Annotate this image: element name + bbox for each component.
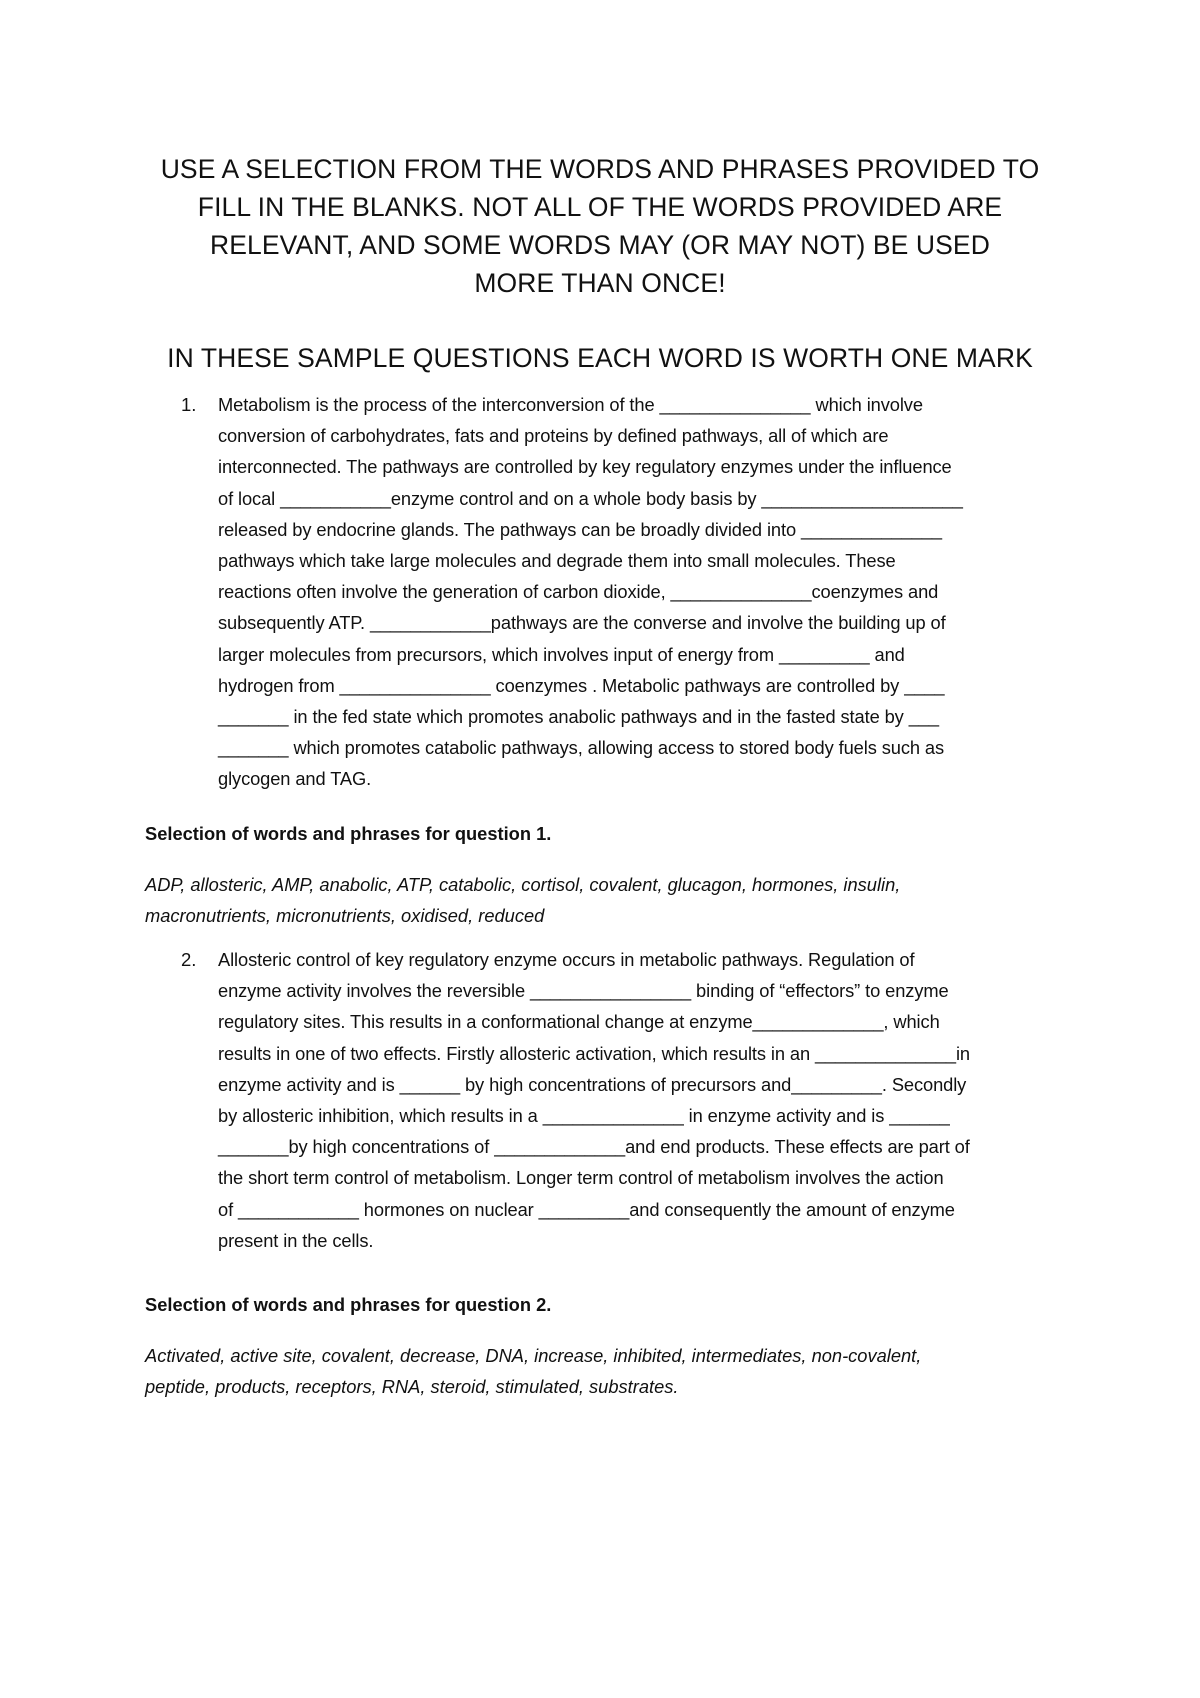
question-2-word-bank <box>145 1340 921 1403</box>
question-1-line: pathways which take large molecules and degrade them into small molecules. These <box>218 550 896 571</box>
question-2-line: of ____________ hormones on nuclear _________and consequently the amount of enzyme <box>218 1198 955 1220</box>
question-1-line: _______ in the fed state which promotes anabolic pathways and in the fasted state by ___ <box>218 706 939 727</box>
question-2-line: results in one of two effects. Firstly allosteric activation, which results in an ______________in <box>218 1042 970 1064</box>
question-1-selection-label: Selection of words and phrases for question 1. <box>145 823 552 844</box>
question-1-line: reactions often involve the generation of carbon dioxide, ______________coenzymes and <box>218 581 939 603</box>
word-bank-line: ADP, allosteric, AMP, anabolic, ATP, catabolic, cortisol, covalent, glucagon, hormones, insulin, <box>145 874 901 895</box>
question-2-line: by allosteric inhibition, which results in a ______________ in enzyme activity and is ______ <box>218 1105 950 1126</box>
instructions-line: MORE THAN ONCE! <box>474 268 726 298</box>
question-number: 1. <box>181 394 197 415</box>
question-1-line: glycogen and TAG. <box>218 768 372 790</box>
question-1-line: hydrogen from _______________ coenzymes . Metabolic pathways are controlled by ____ <box>218 674 945 696</box>
question-number: 2. <box>181 949 197 970</box>
question-2-selection-label: Selection of words and phrases for question 2. <box>145 1294 552 1315</box>
instructions-line: USE A SELECTION FROM THE WORDS AND PHRASES PROVIDED TO <box>160 154 1040 184</box>
question-2-line: enzyme activity involves the reversible ________________ binding of “effectors” to enzyme <box>218 980 949 1002</box>
instructions-line: FILL IN THE BLANKS. NOT ALL OF THE WORDS PROVIDED ARE <box>197 192 1003 222</box>
question-1-line: _______ which promotes catabolic pathways, allowing access to stored body fuels such as <box>218 737 945 759</box>
question-1-line: subsequently ATP. ____________pathways are the converse and involve the building up of <box>218 612 946 634</box>
question-1-line: larger molecules from precursors, which involves input of energy from _________ and <box>218 643 905 665</box>
question-2-line: enzyme activity and is ______ by high concentrations of precursors and_________. Secondly <box>218 1073 967 1095</box>
word-bank-line: macronutrients, micronutrients, oxidised, reduced <box>145 905 545 927</box>
word-bank-line: peptide, products, receptors, RNA, steroid, stimulated, substrates. <box>145 1376 679 1398</box>
question-1-line: interconnected. The pathways are controlled by key regulatory enzymes under the influence <box>218 456 952 478</box>
instructions-line: RELEVANT, AND SOME WORDS MAY (OR MAY NOT) BE USED <box>210 230 990 260</box>
question-2-line: regulatory sites. This results in a conformational change at enzyme_____________, which <box>218 1011 940 1033</box>
question-2-line: the short term control of metabolism. Longer term control of metabolism involves the action <box>218 1167 944 1189</box>
question-2-line: present in the cells. <box>218 1229 374 1251</box>
question-1-line: released by endocrine glands. The pathways can be broadly divided into ______________ <box>218 518 942 540</box>
question-2-line: _______by high concentrations of _____________and end products. These effects are part of <box>218 1136 970 1158</box>
question-2-line: Allosteric control of key regulatory enzyme occurs in metabolic pathways. Regulation of <box>218 949 915 970</box>
marks-subheading: IN THESE SAMPLE QUESTIONS EACH WORD IS WORTH ONE MARK <box>167 343 1033 373</box>
instructions-heading <box>150 150 1050 302</box>
question-1-line: conversion of carbohydrates, fats and proteins by defined pathways, all of which are <box>218 425 889 447</box>
question-1-line: Metabolism is the process of the interconversion of the _______________ which involve <box>218 394 923 415</box>
question-1-line: of local ___________enzyme control and on a whole body basis by ____________________ <box>218 487 963 509</box>
word-bank-line: Activated, active site, covalent, decrease, DNA, increase, inhibited, intermediates, non-covalent, <box>145 1345 922 1366</box>
question-1-word-bank <box>145 869 900 932</box>
